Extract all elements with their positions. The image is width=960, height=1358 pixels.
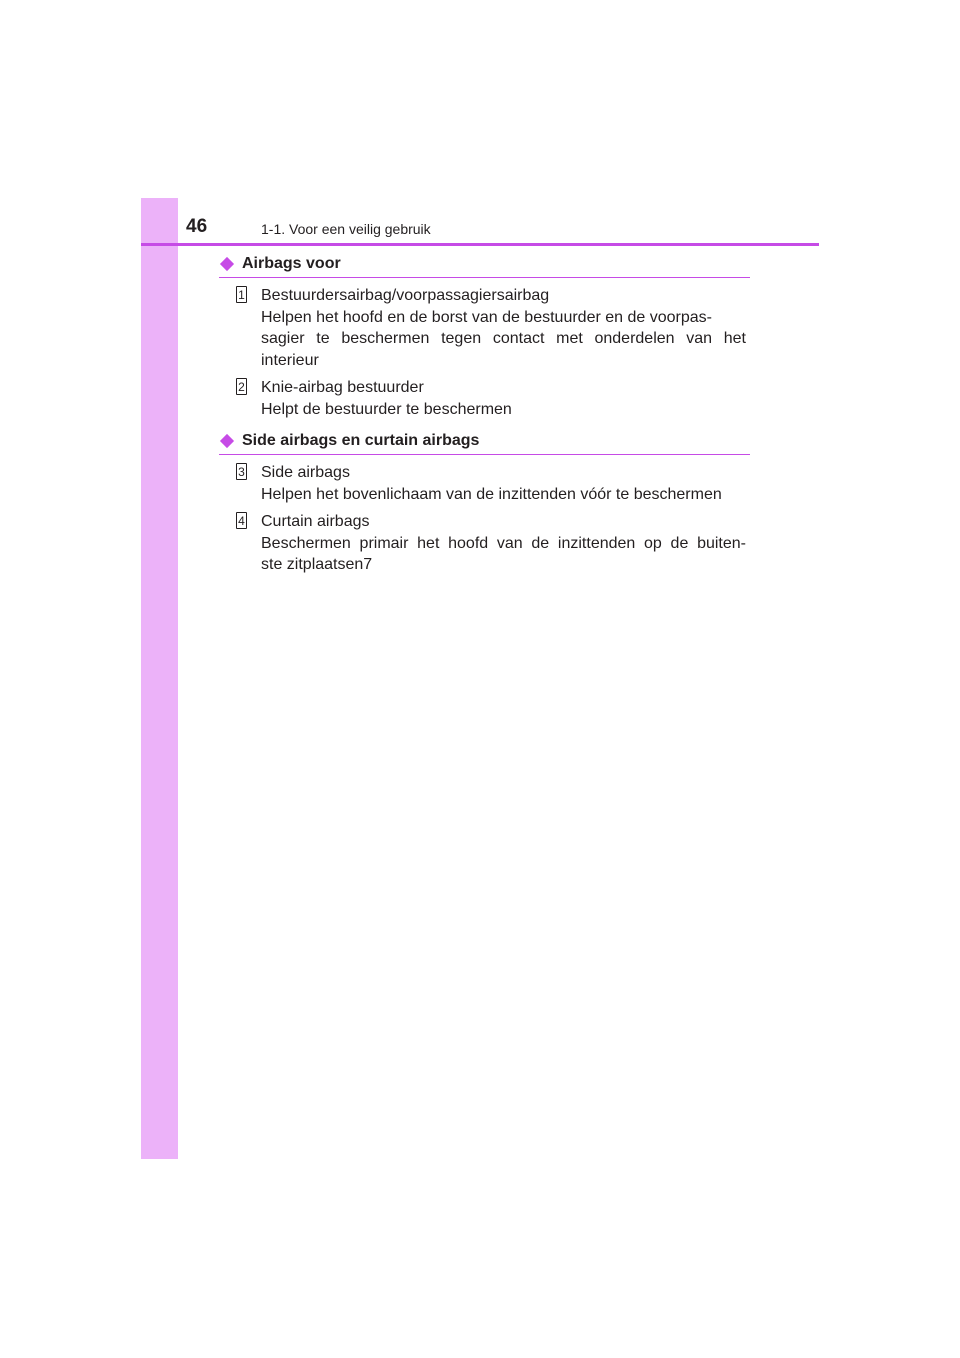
list-item — [236, 511, 746, 576]
item-description-line: Helpen het bovenlichaam van de inzittenden vóór te beschermen — [261, 485, 722, 503]
item-name: Side airbags — [261, 464, 350, 481]
list-item — [236, 285, 746, 371]
diamond-bullet-icon — [220, 257, 234, 271]
section-heading-side-curtain-airbags — [219, 430, 750, 455]
header-rule — [141, 243, 819, 246]
diamond-bullet-icon — [220, 434, 234, 448]
item-number-badge: 2 — [236, 378, 247, 395]
item-name: Curtain airbags — [261, 513, 370, 530]
item-description-line: ste zitplaatsen7 — [261, 556, 373, 573]
item-description-line: Helpen het hoofd en de borst van de bestuurder en de voorpas- — [261, 308, 712, 326]
list-item — [236, 377, 746, 420]
chapter-title: 1-1. Voor een veilig gebruik — [261, 221, 431, 237]
item-description-line: sagier te beschermen tegen contact met onderdelen van het — [261, 330, 746, 347]
section-heading-airbags-voor — [219, 253, 750, 278]
item-description-line: interieur — [261, 351, 319, 369]
side-color-band — [141, 198, 178, 1159]
item-number-badge: 1 — [236, 286, 247, 303]
item-name: Knie-airbag bestuurder — [261, 379, 424, 396]
page-number: 46 — [186, 216, 208, 237]
item-description-line: Beschermen primair het hoofd van de inzittenden op de buiten- — [261, 534, 746, 552]
item-number-badge: 3 — [236, 463, 247, 480]
list-item — [236, 462, 746, 505]
item-name: Bestuurdersairbag/voorpassagiersairbag — [261, 287, 550, 304]
item-number-badge: 4 — [236, 512, 247, 529]
item-description-line: Helpt de bestuurder te beschermen — [261, 400, 512, 418]
section-title: Airbags voor — [242, 255, 341, 272]
section-title: Side airbags en curtain airbags — [242, 432, 480, 449]
